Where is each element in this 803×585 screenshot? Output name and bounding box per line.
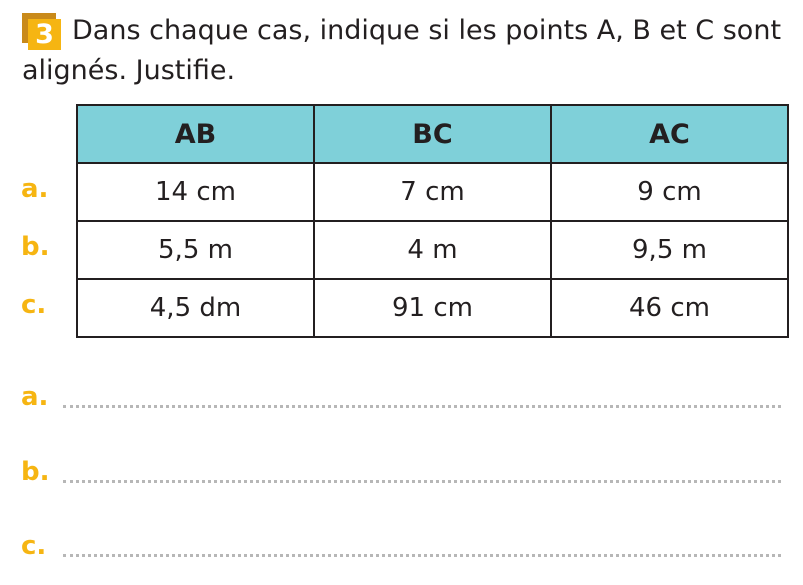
dotted-line[interactable] (63, 480, 781, 483)
exercise-number: 3 (28, 19, 61, 50)
table-row (77, 163, 788, 221)
exercise-instruction: Dans chaque cas, indique si les points A, B et C sont alignés. Justifie. (22, 15, 782, 86)
cell-b-ab: 5,5 m (77, 221, 314, 279)
cell-c-ab: 4,5 dm (77, 279, 314, 337)
answer-line-a[interactable] (21, 378, 781, 412)
cell-a-ab: 14 cm (77, 163, 314, 221)
row-label-b: b. (21, 232, 50, 262)
dotted-line[interactable] (63, 405, 781, 408)
row-label-a: a. (21, 174, 49, 204)
row-label-c: c. (21, 290, 47, 320)
table-row (77, 279, 788, 337)
distances-table (76, 104, 789, 338)
answer-label-c: c. (21, 531, 47, 561)
answer-label-b: b. (21, 457, 50, 487)
cell-c-ac: 46 cm (551, 279, 788, 337)
cell-b-bc: 4 m (314, 221, 551, 279)
cell-a-bc: 7 cm (314, 163, 551, 221)
answer-line-b[interactable] (21, 453, 781, 487)
header-ab: AB (77, 105, 314, 163)
answer-label-a: a. (21, 382, 49, 412)
dotted-line[interactable] (63, 554, 781, 557)
header-ac: AC (551, 105, 788, 163)
cell-a-ac: 9 cm (551, 163, 788, 221)
cell-b-ac: 9,5 m (551, 221, 788, 279)
table-header-row (77, 105, 788, 163)
answer-line-c[interactable] (21, 527, 781, 561)
exercise-instruction-block (22, 11, 802, 91)
cell-c-bc: 91 cm (314, 279, 551, 337)
table-row (77, 221, 788, 279)
header-bc: BC (314, 105, 551, 163)
